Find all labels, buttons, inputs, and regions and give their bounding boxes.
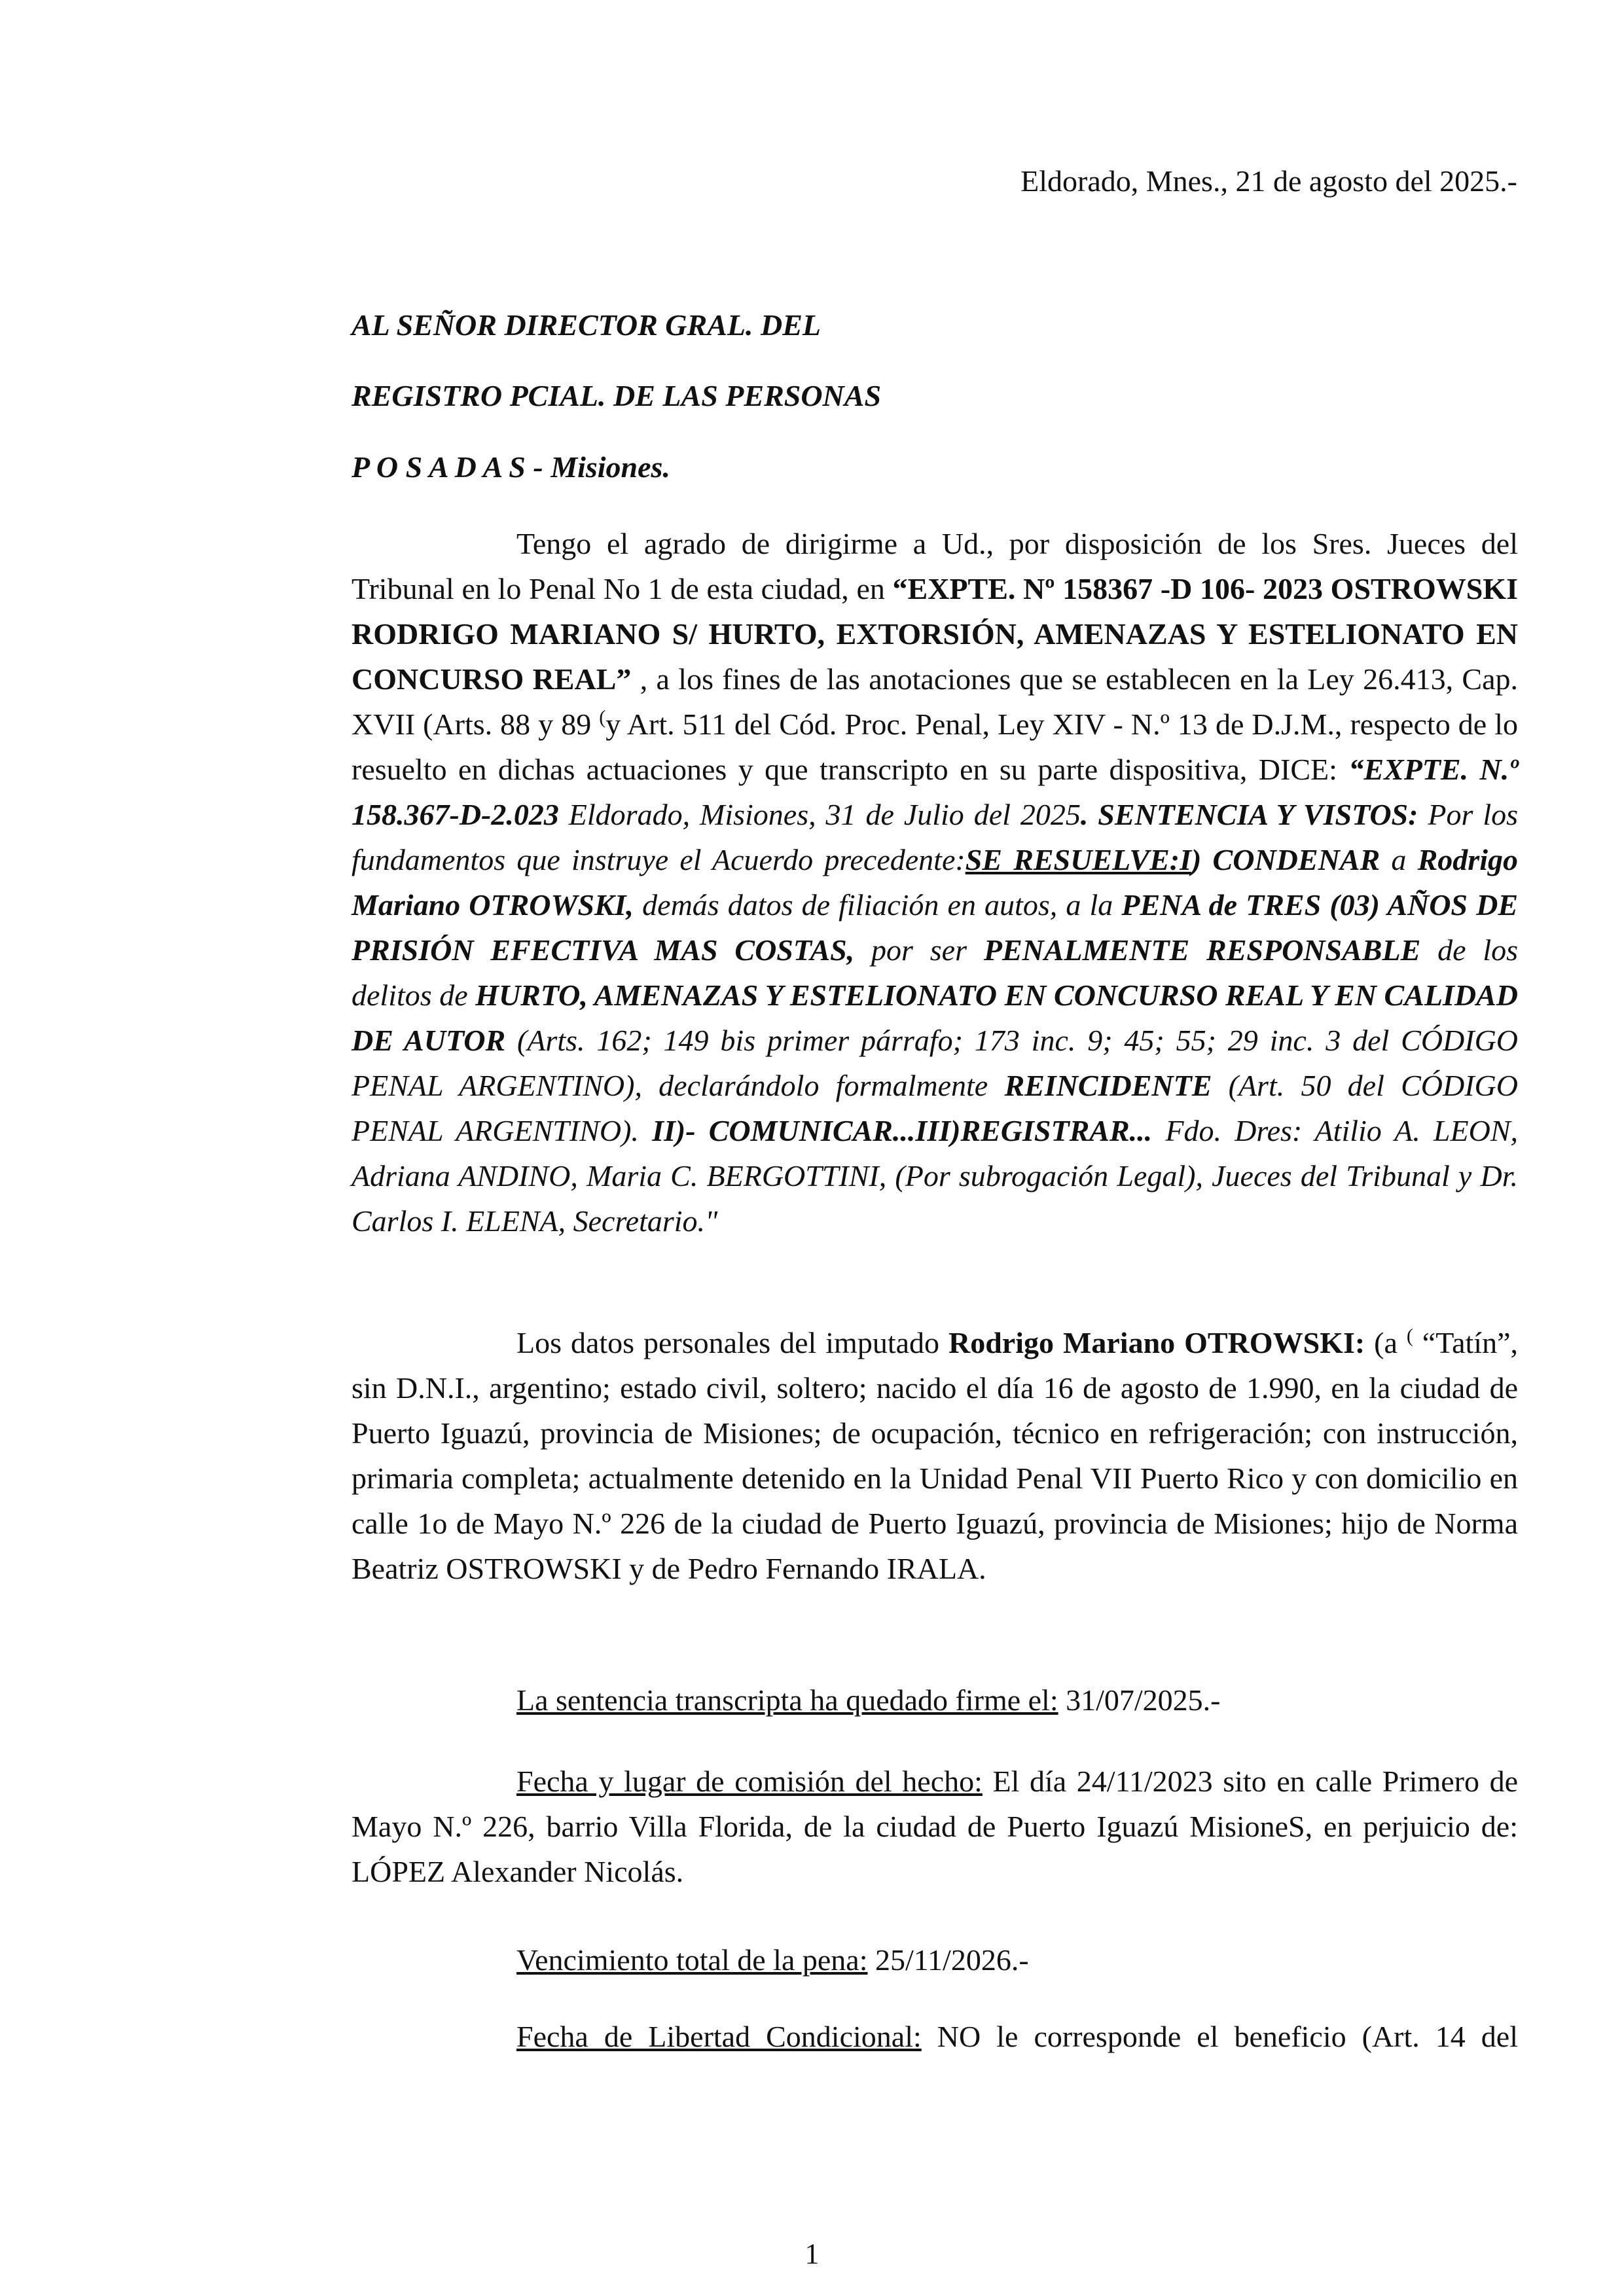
paragraph-personal-data [352,1320,1518,1591]
text-run: , a los fines de las anotaciones que se establecen en la Ley 26.413, Cap. XVII (Arts. 88 y 89 [352,662,1518,741]
text-run: ( [599,706,606,728]
text-run: PENA de TRES (03) AÑOS DE PRISIÓN EFECTIVA MAS COSTAS, [352,888,1519,967]
text-run: SE RESUELVE:I [965,843,1192,876]
addressee-line-1: AL SEÑOR DIRECTOR GRAL. DEL [352,308,821,342]
text-run: ) CONDENAR [1191,843,1380,876]
text-run: “EXPTE. Nº 158367 -D 106- 2023 OSTROWSKI RODRIGO MARIANO S/ HURTO, EXTORSIÓN, AMENAZAS Y ESTELIONATO EN CONCURSO REAL” [352,572,1518,696]
text-run: (a [1365,1326,1407,1359]
text-run: (Arts. 162; 149 bis primer párrafo; 173 inc. 9; 45; 55; 29 inc. 3 del CÓDIGO PENAL ARGENTINO), declarándolo formalmente [352,1024,1519,1102]
addressee-line-2: REGISTRO PCIAL. DE LAS PERSONAS [352,379,882,412]
paragraph-firm-date [352,1677,1518,1723]
text-run: Rodrigo Mariano OTROWSKI: [948,1326,1365,1359]
text-run: 31/07/2025.- [1058,1683,1221,1717]
text-run: NO le corresponde el beneficio (Art. 14 del [921,2020,1519,2053]
text-run: Tengo el agrado de dirigirme a Ud., por disposición de los Sres. Jueces del Tribunal en lo Penal No 1 de esta ciudad, en [352,527,1518,605]
text-run: y Art. 511 del Cód. Proc. Penal, Ley XIV - N.º 13 de D.J.M., respecto de lo resuelto en dichas actuaciones y que transcripto en su parte dispositiva, DICE: [352,708,1518,786]
text-run: La sentencia transcripta ha quedado firme el: [516,1683,1058,1717]
paragraph-place-date [352,1759,1518,1894]
text-run: Rodrigo Mariano OTROWSKI, [352,843,1518,922]
text-run: Fdo. Dres: Atilio A. LEON, Adriana ANDINO, Maria C. BERGOTTINI, (Por subrogación Legal), Jueces del Tribunal y Dr. Carlos I. ELENA, Secretario." [352,1114,1519,1238]
page-number: 1 [804,2238,820,2270]
text-run: Fecha y lugar de comisión del hecho: [516,1765,983,1798]
addressee-line-3 [352,444,1518,490]
paragraph-sentence [352,521,1518,1244]
text-run: 25/11/2026.- [867,1943,1029,1977]
text-run: Eldorado, Misiones, 31 de Julio del 2025 [558,798,1081,831]
text-run: Vencimiento total de la pena: [516,1943,868,1977]
text-run: Por los fundamentos que instruye el Acuerdo precedente: [352,798,1519,876]
text-run: PENALMENTE RESPONSABLE [983,933,1421,967]
text-run: a [1380,843,1418,876]
date-line: Eldorado, Mnes., 21 de agosto del 2025.- [1020,164,1517,198]
text-run: HURTO, AMENAZAS Y ESTELIONATO EN CONCURSO REAL Y EN CALIDAD DE AUTOR [352,978,1519,1057]
text-run: El día 24/11/2023 sito en calle Primero de Mayo N.º 226, barrio Villa Florida, de la ciudad de Puerto Iguazú MisioneS, en perjuicio de: LÓPEZ Alexander Nicolás. [352,1765,1518,1888]
text-run: . SENTENCIA Y VISTOS: [1080,798,1418,831]
text-run: por ser [854,933,984,967]
text-run: demás datos de filiación en autos, a la [634,888,1122,922]
text-run: REINCIDENTE [1004,1069,1212,1102]
text-run: de los delitos de [352,933,1519,1012]
text-run: (Art. 50 del CÓDIGO PENAL ARGENTINO). [352,1069,1518,1147]
paragraph-sentence-expiry [352,1937,1518,1982]
text-run: ( [1406,1325,1413,1347]
text-run: “EXPTE. N.º 158.367-D-2.023 [352,753,1518,831]
text-run: Fecha de Libertad Condicional: [516,2020,922,2053]
paragraph-parole [352,2014,1518,2059]
text-run: “Tatín”, sin D.N.I., argentino; estado civil, soltero; nacido el día 16 de agosto de 1.990, en la ciudad de Puerto Iguazú, provincia de Misiones; de ocupación, técnico en refrigeración; con instrucción, primaria completa; actualmente detenido en la Unidad Penal VII Puerto Rico y con domicilio en calle 1o de Mayo N.º 226 de la ciudad de Puerto Iguazú, provincia de Misiones; hijo de Norma Beatriz OSTROWSKI y de Pedro Fernando IRALA. [352,1326,1518,1585]
city-spaced: P O S A D A S [352,450,526,484]
province: - Misiones. [525,450,670,484]
text-run: Los datos personales del imputado [516,1326,948,1359]
text-run: II)- COMUNICAR...III)REGISTRAR... [652,1114,1153,1147]
